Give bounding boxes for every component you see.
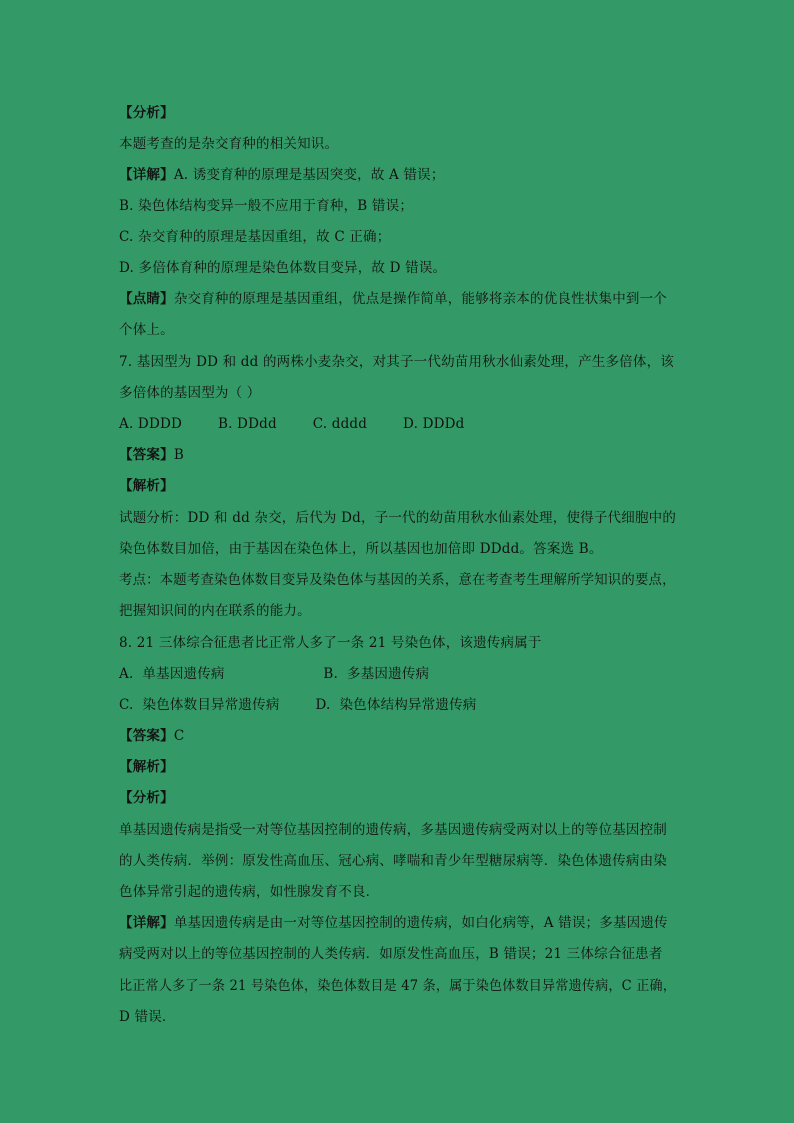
- line-text: 多倍体的基因型为（ ）: [119, 385, 261, 401]
- text-line: [119, 1007, 176, 1027]
- bracket-tag: 【解析】: [119, 478, 174, 494]
- options-line: [119, 414, 465, 434]
- line-text: 个体上。: [119, 322, 174, 338]
- text-line: [119, 227, 390, 247]
- answer-line: [119, 726, 184, 746]
- insight-line: [119, 289, 667, 309]
- text-line: [119, 820, 667, 840]
- detail-line: [119, 913, 668, 933]
- line-text: 比正常人多了一条 21 号染色体，染色体数目是 47 条，属于染色体数目异常遗传病，C 正确，: [119, 978, 677, 994]
- text-line: [119, 508, 676, 528]
- line-text: D 错误．: [119, 1009, 176, 1025]
- answer-line: [119, 445, 184, 465]
- text-line: [119, 320, 174, 340]
- text-line: [119, 196, 413, 216]
- line-text: 病受两对以上的等位基因控制的人类传病．如原发性高血压，B 错误；21 三体综合征患者: [119, 946, 663, 962]
- line-text: C. 染色体数目异常遗传病 D. 染色体结构异常遗传病: [119, 697, 477, 713]
- section-heading-analysis: [119, 103, 174, 123]
- detail-line: [119, 165, 445, 185]
- line-text: 杂交育种的原理是基因重组，优点是操作简单，能够将亲本的优良性状集中到一个: [173, 291, 668, 307]
- bracket-tag: 【点睛】: [119, 291, 174, 307]
- text-line: [119, 851, 667, 871]
- bracket-tag: 【答案】: [119, 728, 174, 744]
- line-text: 染色体数目加倍，由于基因在染色体上，所以基因也加倍即 DDdd。答案选 B。: [119, 541, 603, 557]
- section-heading-explanation: [119, 476, 174, 496]
- options-line: [119, 664, 429, 684]
- line-text: B: [173, 447, 184, 463]
- bracket-tag: 【分析】: [119, 790, 174, 806]
- question-8-line: [119, 633, 542, 653]
- bracket-tag: 【解析】: [119, 759, 174, 775]
- text-line: [119, 976, 676, 996]
- text-line: [119, 539, 603, 559]
- question-7-line: [119, 352, 674, 372]
- line-text: 本题考查的是杂交育种的相关知识。: [119, 136, 339, 152]
- line-text: 单基因遗传病是由一对等位基因控制的遗传病，如白化病等，A 错误；多基因遗传: [173, 915, 668, 931]
- options-line: [119, 695, 476, 715]
- line-text: 7. 基因型为 DD 和 dd 的两株小麦杂交，对其子一代幼苗用秋水仙素处理，产生多倍体，该: [119, 354, 674, 370]
- line-text: 的人类传病．举例：原发性高血压、冠心病、哮喘和青少年型糖尿病等．染色体遗传病由染: [119, 853, 667, 869]
- text-line: [119, 383, 261, 403]
- line-text: A. DDDD B. DDdd C. dddd D. DDDd: [119, 416, 465, 432]
- line-text: C: [173, 728, 185, 744]
- text-line: [119, 570, 676, 590]
- line-text: B. 染色体结构变异一般不应用于育种，B 错误；: [119, 198, 414, 214]
- line-text: D. 多倍体育种的原理是染色体数目变异，故 D 错误。: [119, 260, 447, 276]
- bracket-tag: 【详解】: [119, 915, 174, 931]
- bracket-tag: 【答案】: [119, 447, 174, 463]
- line-text: 单基因遗传病是指受一对等位基因控制的遗传病，多基因遗传病受两对以上的等位基因控制: [119, 822, 667, 838]
- line-text: 把握知识间的内在联系的能力。: [119, 603, 311, 619]
- text-line: [119, 258, 446, 278]
- line-text: 8. 21 三体综合征患者比正常人多了一条 21 号染色体，该遗传病属于: [119, 635, 542, 651]
- line-text: 考点：本题考查染色体数目变异及染色体与基因的关系，意在考查考生理解所学知识的要点，: [119, 572, 676, 588]
- section-heading-explanation: [119, 757, 174, 777]
- text-line: [119, 601, 311, 621]
- line-text: A. 诱变育种的原理是基因突变，故 A 错误；: [173, 167, 445, 183]
- text-line: [119, 944, 663, 964]
- section-heading-analysis: [119, 788, 174, 808]
- bracket-tag: 【分析】: [119, 105, 174, 121]
- text-line: [119, 882, 379, 902]
- line-text: C. 杂交育种的原理是基因重组，故 C 正确；: [119, 229, 391, 245]
- line-text: 试题分析：DD 和 dd 杂交，后代为 Dd，子一代的幼苗用秋水仙素处理，使得子代细胞中的: [119, 510, 677, 526]
- line-text: A. 单基因遗传病 B. 多基因遗传病: [119, 666, 430, 682]
- line-text: 色体异常引起的遗传病，如性腺发育不良．: [119, 884, 380, 900]
- bracket-tag: 【详解】: [119, 167, 174, 183]
- text-line: [119, 134, 338, 154]
